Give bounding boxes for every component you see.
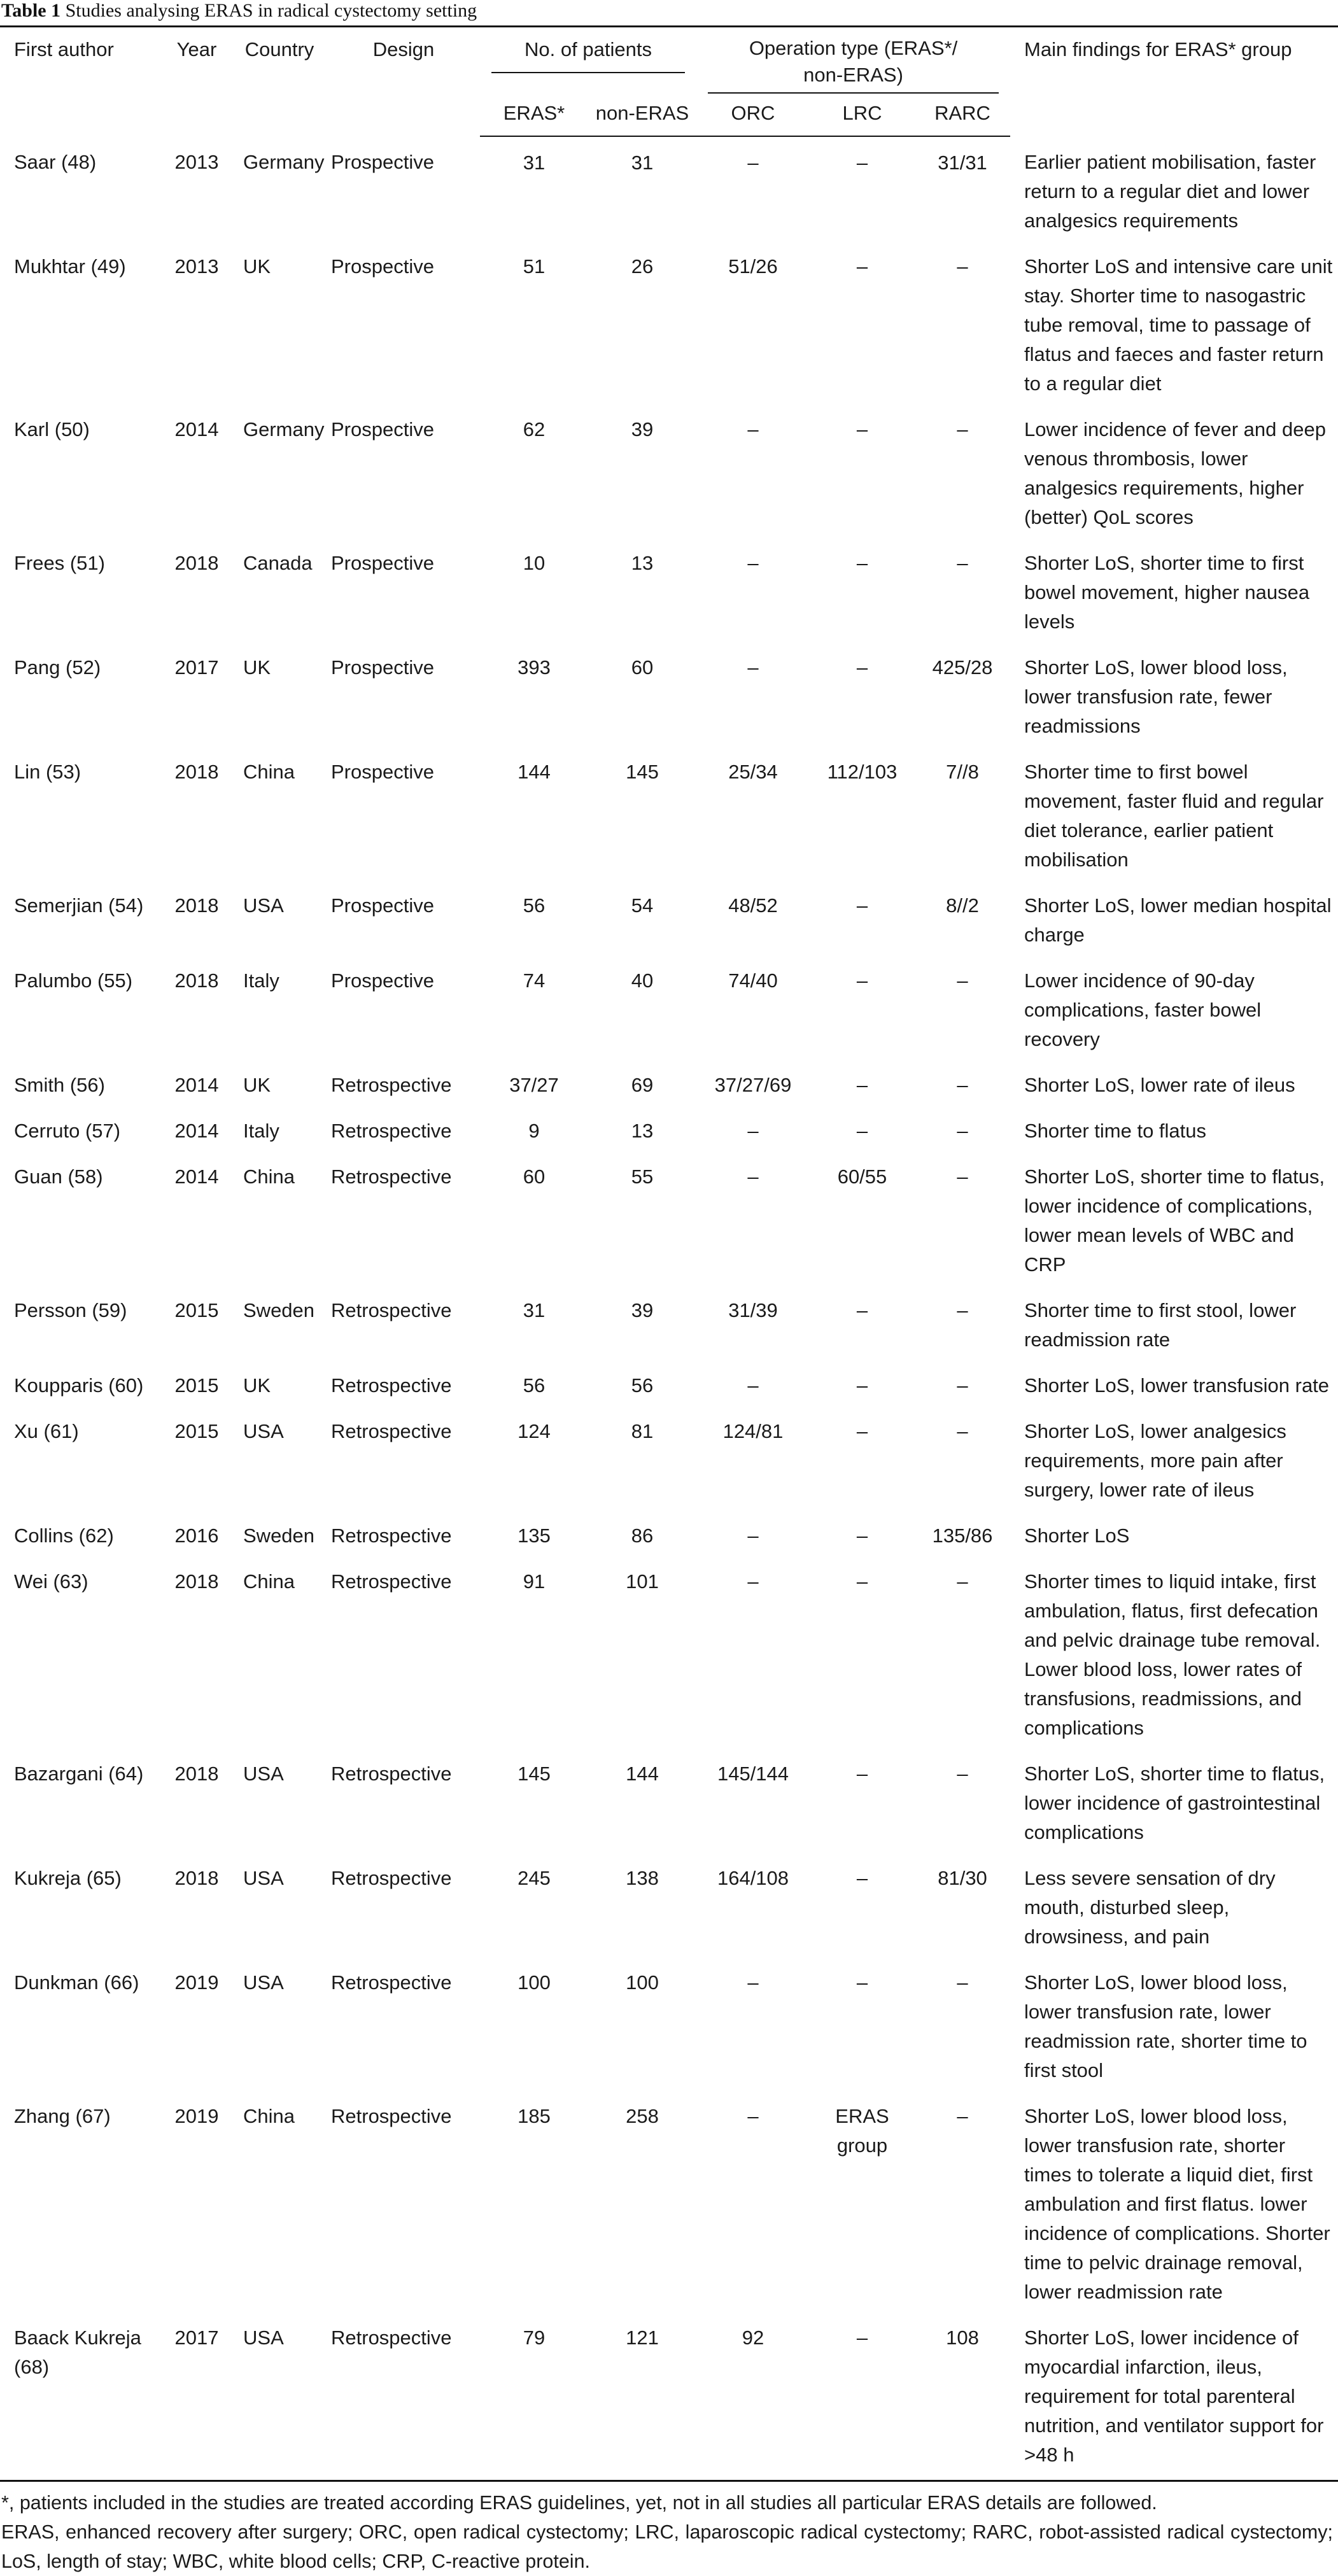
cell-non-eras: 39: [631, 418, 654, 440]
cell-orc: 51/26: [728, 255, 778, 278]
cell-rarc: –: [957, 969, 968, 992]
table-row: [0, 1751, 1338, 1855]
cell-eras: 31: [523, 151, 546, 174]
cell-rarc: 135/86: [932, 1524, 993, 1547]
cell-rarc: –: [957, 1299, 968, 1321]
table-row: [0, 883, 1338, 958]
cell-lrc: –: [856, 1867, 868, 1889]
cell-eras: 100: [518, 1971, 551, 1994]
header-rarc: RARC: [915, 94, 1010, 136]
cell-author: Persson (59): [14, 1299, 127, 1321]
cell-eras: 144: [518, 761, 551, 783]
cell-findings: Shorter time to first stool, lower readmission rate: [1024, 1299, 1297, 1351]
table-row: [0, 1513, 1338, 1559]
cell-eras: 56: [523, 1374, 546, 1397]
table-row: [0, 540, 1338, 645]
cell-design: Retrospective: [331, 1971, 452, 1994]
cell-year: 2015: [174, 1420, 219, 1442]
header-operation-group: [696, 27, 1010, 94]
cell-rarc: –: [957, 1165, 968, 1188]
cell-design: Retrospective: [331, 1299, 452, 1321]
table-row: [0, 1108, 1338, 1154]
cell-design: Retrospective: [331, 1524, 452, 1547]
cell-year: 2017: [174, 656, 219, 679]
cell-design: Prospective: [331, 761, 434, 783]
cell-rarc: –: [957, 1570, 968, 1593]
table-row: [0, 1960, 1338, 2094]
cell-lrc: –: [856, 1570, 868, 1593]
cell-country: Italy: [243, 969, 279, 992]
cell-country: Germany: [243, 418, 325, 440]
table-row: [0, 407, 1338, 540]
cell-design: Retrospective: [331, 2326, 452, 2349]
cell-orc: –: [747, 552, 759, 574]
cell-country: UK: [243, 1374, 271, 1397]
cell-design: Prospective: [331, 969, 434, 992]
header-findings: Main findings for ERAS* group: [1024, 38, 1292, 60]
cell-author: Pang (52): [14, 656, 101, 679]
cell-country: China: [243, 1165, 295, 1188]
table-row: [0, 1363, 1338, 1409]
cell-findings: Lower incidence of 90-day complications, faster bowel recovery: [1024, 969, 1262, 1050]
cell-lrc: –: [856, 969, 868, 992]
cell-eras: 51: [523, 255, 546, 278]
cell-lrc: –: [856, 1299, 868, 1321]
cell-author: Xu (61): [14, 1420, 79, 1442]
cell-country: Italy: [243, 1120, 279, 1142]
cell-non-eras: 100: [626, 1971, 659, 1994]
header-orc: ORC: [696, 94, 810, 136]
cell-findings: Shorter LoS, lower blood loss, lower transfusion rate, lower readmission rate, shorter time to first stool: [1024, 1971, 1307, 2081]
cell-findings: Shorter time to first bowel movement, faster fluid and regular diet tolerance, earlier patient mobilisation: [1024, 761, 1324, 871]
cell-non-eras: 145: [626, 761, 659, 783]
cell-author: Koupparis (60): [14, 1374, 144, 1397]
table-header: [0, 27, 1338, 137]
table-row: [0, 2094, 1338, 2315]
cell-design: Prospective: [331, 151, 434, 173]
cell-country: Germany: [243, 151, 325, 173]
cell-non-eras: 31: [631, 151, 654, 174]
cell-author: Bazargani (64): [14, 1763, 144, 1785]
cell-year: 2017: [174, 2326, 219, 2349]
cell-findings: Shorter LoS: [1024, 1524, 1130, 1547]
cell-orc: –: [747, 2105, 759, 2127]
header-operation-line2: non-ERAS): [803, 64, 903, 86]
cell-author: Frees (51): [14, 552, 105, 574]
cell-year: 2013: [174, 151, 219, 173]
cell-non-eras: 60: [631, 656, 654, 679]
header-patients-group: [480, 27, 696, 94]
cell-country: USA: [243, 894, 284, 917]
table-row: [0, 1154, 1338, 1288]
cell-design: Retrospective: [331, 2105, 452, 2127]
cell-rarc: 108: [946, 2326, 979, 2349]
cell-eras: 37/27: [509, 1074, 559, 1096]
cell-non-eras: 258: [626, 2105, 659, 2127]
cell-country: USA: [243, 1971, 284, 1994]
cell-rarc: –: [957, 1420, 968, 1442]
cell-orc: 124/81: [722, 1420, 784, 1442]
cell-year: 2018: [174, 894, 219, 917]
cell-lrc: –: [856, 656, 868, 679]
cell-non-eras: 13: [631, 1120, 654, 1142]
table-row: [0, 2315, 1338, 2480]
cell-orc: –: [747, 151, 759, 174]
cell-rarc: –: [957, 1971, 968, 1994]
cell-design: Prospective: [331, 656, 434, 679]
cell-design: Retrospective: [331, 1165, 452, 1188]
cell-orc: –: [747, 1165, 759, 1188]
cell-author: Cerruto (57): [14, 1120, 121, 1142]
cell-findings: Shorter LoS, lower rate of ileus: [1024, 1074, 1295, 1096]
cell-orc: 31/39: [728, 1299, 778, 1321]
cell-orc: –: [747, 1524, 759, 1547]
cell-country: UK: [243, 1074, 271, 1096]
cell-non-eras: 138: [626, 1867, 659, 1889]
cell-lrc: –: [856, 255, 868, 278]
cell-eras: 185: [518, 2105, 551, 2127]
table-row: [0, 1288, 1338, 1363]
cell-eras: 31: [523, 1299, 546, 1321]
table-row: [0, 1062, 1338, 1108]
cell-orc: 74/40: [728, 969, 778, 992]
cell-lrc: –: [856, 418, 868, 440]
cell-orc: –: [747, 656, 759, 679]
cell-orc: –: [747, 1374, 759, 1397]
cell-non-eras: 81: [631, 1420, 654, 1442]
cell-design: Prospective: [331, 418, 434, 440]
cell-year: 2019: [174, 1971, 219, 1994]
cell-eras: 79: [523, 2326, 546, 2349]
cell-lrc: ERAS group: [835, 2105, 889, 2157]
cell-rarc: 31/31: [938, 151, 987, 174]
header-country: Country: [244, 38, 314, 60]
cell-orc: 145/144: [717, 1763, 789, 1785]
cell-year: 2018: [174, 1867, 219, 1889]
footnote-line1: *, patients included in the studies are treated according ERAS guidelines, yet, not in all studies all particular ERAS details are followed.: [1, 2492, 1157, 2514]
caption-title: Studies analysing ERAS in radical cystectomy setting: [65, 0, 477, 21]
cell-non-eras: 13: [631, 552, 654, 574]
cell-author: Mukhtar (49): [14, 255, 126, 278]
cell-country: China: [243, 761, 295, 783]
cell-rarc: 425/28: [932, 656, 993, 679]
table-footnote: [0, 2480, 1338, 2576]
cell-findings: Less severe sensation of dry mouth, disturbed sleep, drowsiness, and pain: [1024, 1867, 1276, 1948]
cell-findings: Shorter LoS, lower blood loss, lower transfusion rate, fewer readmissions: [1024, 656, 1288, 737]
cell-rarc: –: [957, 1074, 968, 1096]
footnote-line2: ERAS, enhanced recovery after surgery; ORC, open radical cystectomy; LRC, laparoscopic radical cystectomy; RARC, robot-assisted radical cystectomy; LoS, length of stay; WBC, white blood cells; CRP, C-reactive protein.: [1, 2521, 1333, 2572]
cell-author: Semerjian (54): [14, 894, 144, 917]
table-body: [0, 136, 1338, 2480]
cell-year: 2016: [174, 1524, 219, 1547]
cell-author: Smith (56): [14, 1074, 105, 1096]
cell-non-eras: 26: [631, 255, 654, 278]
cell-non-eras: 144: [626, 1763, 659, 1785]
cell-design: Retrospective: [331, 1763, 452, 1785]
cell-year: 2014: [174, 1120, 219, 1142]
cell-orc: 164/108: [717, 1867, 789, 1889]
header-operation-line1: Operation type (ERAS*/: [749, 37, 958, 59]
cell-country: China: [243, 2105, 295, 2127]
cell-findings: Lower incidence of fever and deep venous thrombosis, lower analgesics requirements, higher (better) QoL scores: [1024, 418, 1326, 528]
cell-non-eras: 86: [631, 1524, 654, 1547]
header-lrc: LRC: [810, 94, 915, 136]
cell-orc: 37/27/69: [714, 1074, 792, 1096]
cell-country: Sweden: [243, 1299, 315, 1321]
cell-non-eras: 121: [626, 2326, 659, 2349]
cell-author: Zhang (67): [14, 2105, 111, 2127]
cell-lrc: –: [856, 1971, 868, 1994]
cell-design: Retrospective: [331, 1570, 452, 1593]
cell-author: Guan (58): [14, 1165, 103, 1188]
header-design: Design: [372, 38, 435, 60]
cell-non-eras: 54: [631, 894, 654, 917]
cell-lrc: –: [856, 552, 868, 574]
cell-author: Karl (50): [14, 418, 90, 440]
cell-rarc: –: [957, 1763, 968, 1785]
cell-design: Prospective: [331, 255, 434, 278]
table-row: [0, 645, 1338, 749]
cell-year: 2015: [174, 1299, 219, 1321]
studies-table: [0, 25, 1338, 2480]
cell-eras: 145: [518, 1763, 551, 1785]
cell-findings: Shorter LoS, shorter time to flatus, lower incidence of gastrointestinal complications: [1024, 1763, 1325, 1843]
cell-author: Saar (48): [14, 151, 97, 173]
cell-author: Kukreja (65): [14, 1867, 122, 1889]
cell-findings: Shorter LoS, lower incidence of myocardial infarction, ileus, requirement for total parenteral nutrition, and ventilator support for >48 h: [1024, 2326, 1324, 2466]
cell-rarc: –: [957, 552, 968, 574]
cell-non-eras: 101: [626, 1570, 659, 1593]
cell-orc: –: [747, 1971, 759, 1994]
cell-year: 2013: [174, 255, 219, 278]
cell-lrc: –: [856, 1420, 868, 1442]
cell-design: Retrospective: [331, 1420, 452, 1442]
cell-design: Retrospective: [331, 1074, 452, 1096]
cell-lrc: –: [856, 2326, 868, 2349]
cell-rarc: –: [957, 418, 968, 440]
cell-eras: 9: [528, 1120, 540, 1142]
cell-findings: Shorter times to liquid intake, first ambulation, flatus, first defecation and pelvic drainage tube removal. Lower blood loss, lower rates of transfusions, readmissions, and complications: [1024, 1570, 1321, 1739]
cell-eras: 135: [518, 1524, 551, 1547]
table-row: [0, 958, 1338, 1062]
cell-orc: –: [747, 1120, 759, 1142]
cell-country: USA: [243, 1420, 284, 1442]
cell-year: 2018: [174, 1763, 219, 1785]
cell-lrc: –: [856, 151, 868, 174]
cell-design: Retrospective: [331, 1374, 452, 1397]
cell-lrc: 112/103: [827, 761, 898, 783]
cell-findings: Shorter LoS, lower blood loss, lower transfusion rate, shorter times to tolerate a liquid diet, first ambulation and first flatus. lower incidence of complications. Shorter time to pelvic drainage removal, lower readmission rate: [1024, 2105, 1330, 2303]
cell-lrc: –: [856, 1120, 868, 1142]
cell-country: USA: [243, 1763, 284, 1785]
cell-non-eras: 69: [631, 1074, 654, 1096]
cell-orc: –: [747, 418, 759, 440]
cell-year: 2015: [174, 1374, 219, 1397]
cell-year: 2014: [174, 1165, 219, 1188]
cell-design: Prospective: [331, 894, 434, 917]
cell-author: Collins (62): [14, 1524, 114, 1547]
cell-design: Retrospective: [331, 1120, 452, 1142]
cell-author: Dunkman (66): [14, 1971, 139, 1994]
cell-eras: 74: [523, 969, 546, 992]
cell-year: 2014: [174, 418, 219, 440]
header-patients-group-label: No. of patients: [491, 35, 685, 73]
cell-country: Canada: [243, 552, 313, 574]
header-eras: ERAS*: [480, 94, 588, 136]
header-operation-group-label: [708, 35, 999, 94]
cell-lrc: –: [856, 1074, 868, 1096]
cell-eras: 393: [518, 656, 551, 679]
table-row: [0, 749, 1338, 883]
cell-design: Retrospective: [331, 1867, 452, 1889]
cell-non-eras: 39: [631, 1299, 654, 1321]
cell-rarc: 81/30: [938, 1867, 987, 1889]
cell-findings: Shorter time to flatus: [1024, 1120, 1207, 1142]
cell-rarc: 8//2: [946, 894, 979, 917]
cell-findings: Shorter LoS, lower analgesics requirements, more pain after surgery, lower rate of ileus: [1024, 1420, 1286, 1501]
cell-eras: 124: [518, 1420, 551, 1442]
cell-lrc: –: [856, 1374, 868, 1397]
cell-findings: Shorter LoS, lower transfusion rate: [1024, 1374, 1330, 1397]
cell-year: 2019: [174, 2105, 219, 2127]
table-caption: [0, 0, 1338, 25]
cell-author: Palumbo (55): [14, 969, 133, 992]
cell-year: 2018: [174, 969, 219, 992]
cell-eras: 91: [523, 1570, 546, 1593]
cell-year: 2018: [174, 761, 219, 783]
table-row: [0, 1855, 1338, 1960]
cell-non-eras: 56: [631, 1374, 654, 1397]
cell-year: 2018: [174, 552, 219, 574]
cell-non-eras: 55: [631, 1165, 654, 1188]
cell-rarc: 7//8: [946, 761, 979, 783]
cell-rarc: –: [957, 255, 968, 278]
cell-author: Wei (63): [14, 1570, 88, 1593]
cell-findings: Shorter LoS, lower median hospital charge: [1024, 894, 1332, 946]
cell-country: UK: [243, 255, 271, 278]
cell-orc: –: [747, 1570, 759, 1593]
cell-rarc: –: [957, 1374, 968, 1397]
cell-country: UK: [243, 656, 271, 679]
cell-lrc: –: [856, 1524, 868, 1547]
table-row: [0, 136, 1338, 244]
cell-findings: Shorter LoS, shorter time to flatus, lower incidence of complications, lower mean levels of WBC and CRP: [1024, 1165, 1325, 1276]
cell-findings: Earlier patient mobilisation, faster return to a regular diet and lower analgesics requirements: [1024, 151, 1316, 232]
caption-label: Table 1: [1, 0, 61, 21]
cell-year: 2014: [174, 1074, 219, 1096]
cell-rarc: –: [957, 2105, 968, 2127]
cell-author: Baack Kukreja (68): [14, 2326, 141, 2378]
header-year: Year: [176, 38, 217, 60]
cell-orc: 92: [742, 2326, 764, 2349]
cell-lrc: 60/55: [837, 1165, 887, 1188]
cell-findings: Shorter LoS, shorter time to first bowel movement, higher nausea levels: [1024, 552, 1310, 633]
cell-country: USA: [243, 1867, 284, 1889]
table-row: [0, 244, 1338, 407]
cell-year: 2018: [174, 1570, 219, 1593]
cell-non-eras: 40: [631, 969, 654, 992]
cell-author: Lin (53): [14, 761, 81, 783]
table-row: [0, 1409, 1338, 1513]
cell-eras: 60: [523, 1165, 546, 1188]
header-first-author: First author: [14, 38, 114, 60]
cell-design: Prospective: [331, 552, 434, 574]
cell-lrc: –: [856, 894, 868, 917]
cell-lrc: –: [856, 1763, 868, 1785]
cell-rarc: –: [957, 1120, 968, 1142]
cell-country: Sweden: [243, 1524, 315, 1547]
table-row: [0, 1559, 1338, 1751]
cell-eras: 245: [518, 1867, 551, 1889]
header-non-eras: non-ERAS: [588, 94, 696, 136]
cell-eras: 10: [523, 552, 546, 574]
cell-eras: 56: [523, 894, 546, 917]
cell-country: China: [243, 1570, 295, 1593]
cell-findings: Shorter LoS and intensive care unit stay. Shorter time to nasogastric tube removal, time to passage of flatus and faeces and faster return to a regular diet: [1024, 255, 1333, 395]
cell-orc: 25/34: [728, 761, 778, 783]
cell-eras: 62: [523, 418, 546, 440]
cell-country: USA: [243, 2326, 284, 2349]
cell-orc: 48/52: [728, 894, 778, 917]
